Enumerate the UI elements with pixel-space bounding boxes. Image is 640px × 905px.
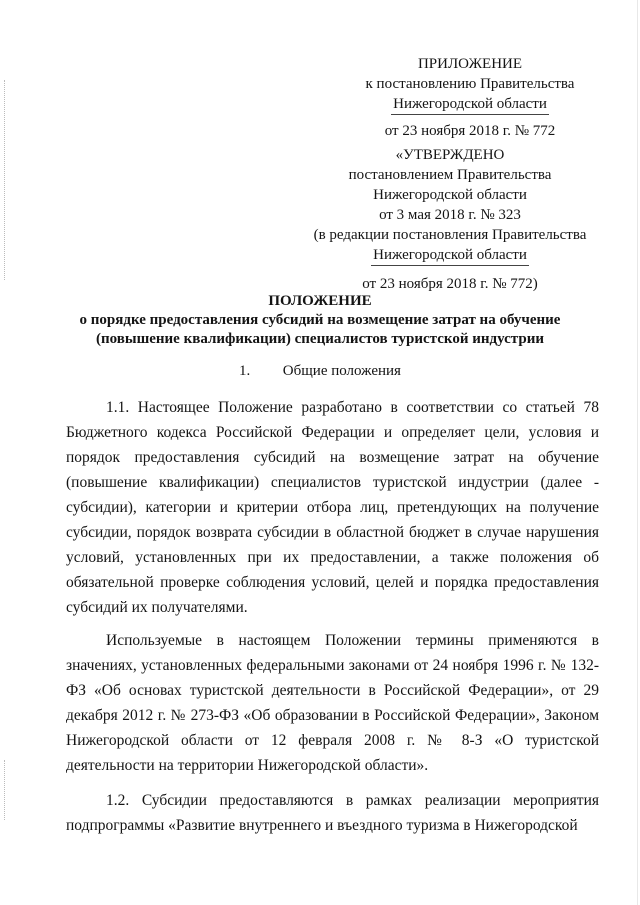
title-subtitle: (повышение квалификации) специалистов туристской индустрии <box>96 331 544 347</box>
appendix-line: к постановлению Правительства <box>365 76 575 92</box>
section-number: 1. <box>239 363 251 379</box>
approved-date: от 23 ноября 2018 г. № 772) <box>362 276 538 292</box>
approved-line: от 3 мая 2018 г. № 323 <box>379 207 521 223</box>
paragraph: Используемые в настоящем Положении термины применяются в значениях, установленных федеральными законами от 24 ноября 1996 г. № 132-ФЗ «Об основах туристской деятельности в Российской Федерации», от 29 декабря 2012 г. № 273-ФЗ «Об образовании в Российской Федерации», Законом Нижегородской области от 12 февраля 2008 г. № 8-З «О туристской деятельности на территории Нижегородской области». <box>66 632 599 774</box>
approved-line: постановлением Правительства <box>348 167 552 183</box>
approved-line: Нижегородской области <box>373 187 527 203</box>
approved-title: «УТВЕРЖДЕНО <box>395 147 505 163</box>
appendix-region: Нижегородской области <box>391 94 549 115</box>
title-subtitle: о порядке предоставления субсидий на возмещение затрат на обучение <box>79 312 561 328</box>
approved-region: Нижегородской области <box>371 245 529 266</box>
paragraph: 1.2. Субсидии предоставляются в рамках реализации мероприятия подпрограммы «Развитие внутреннего и въездного туризма в Нижегородской <box>66 792 599 834</box>
appendix-title: ПРИЛОЖЕНИЕ <box>417 56 523 72</box>
section-name: Общие положения <box>282 363 401 379</box>
appendix-date: от 23 ноября 2018 г. № 772 <box>384 123 556 139</box>
section-heading <box>40 363 600 380</box>
scan-edge <box>637 0 638 905</box>
scan-margin-mark <box>4 80 7 280</box>
title-main: ПОЛОЖЕНИЕ <box>268 293 372 309</box>
document-title <box>40 292 600 349</box>
approved-line: (в редакции постановления Правительства <box>313 227 587 243</box>
approved-block <box>300 145 600 294</box>
paragraph: 1.1. Настоящее Положение разработано в соответствии со статьей 78 Бюджетного кодекса Российской Федерации и определяет цели, условия и порядок предоставления субсидий на возмещение затрат на обучение (повышение квалификации) специалистов туристской индустрии (далее - субсидии), категории и критерии отбора лиц, претендующих на получение субсидии, порядок возврата субсидии в областной бюджет в случае нарушения условий, установленных при их предоставлении, а также положения об обязательной проверке соблюдения условий, целей и порядка предоставления субсидий их получателями. <box>66 399 599 616</box>
appendix-block <box>350 54 590 141</box>
scan-margin-mark <box>4 760 7 820</box>
